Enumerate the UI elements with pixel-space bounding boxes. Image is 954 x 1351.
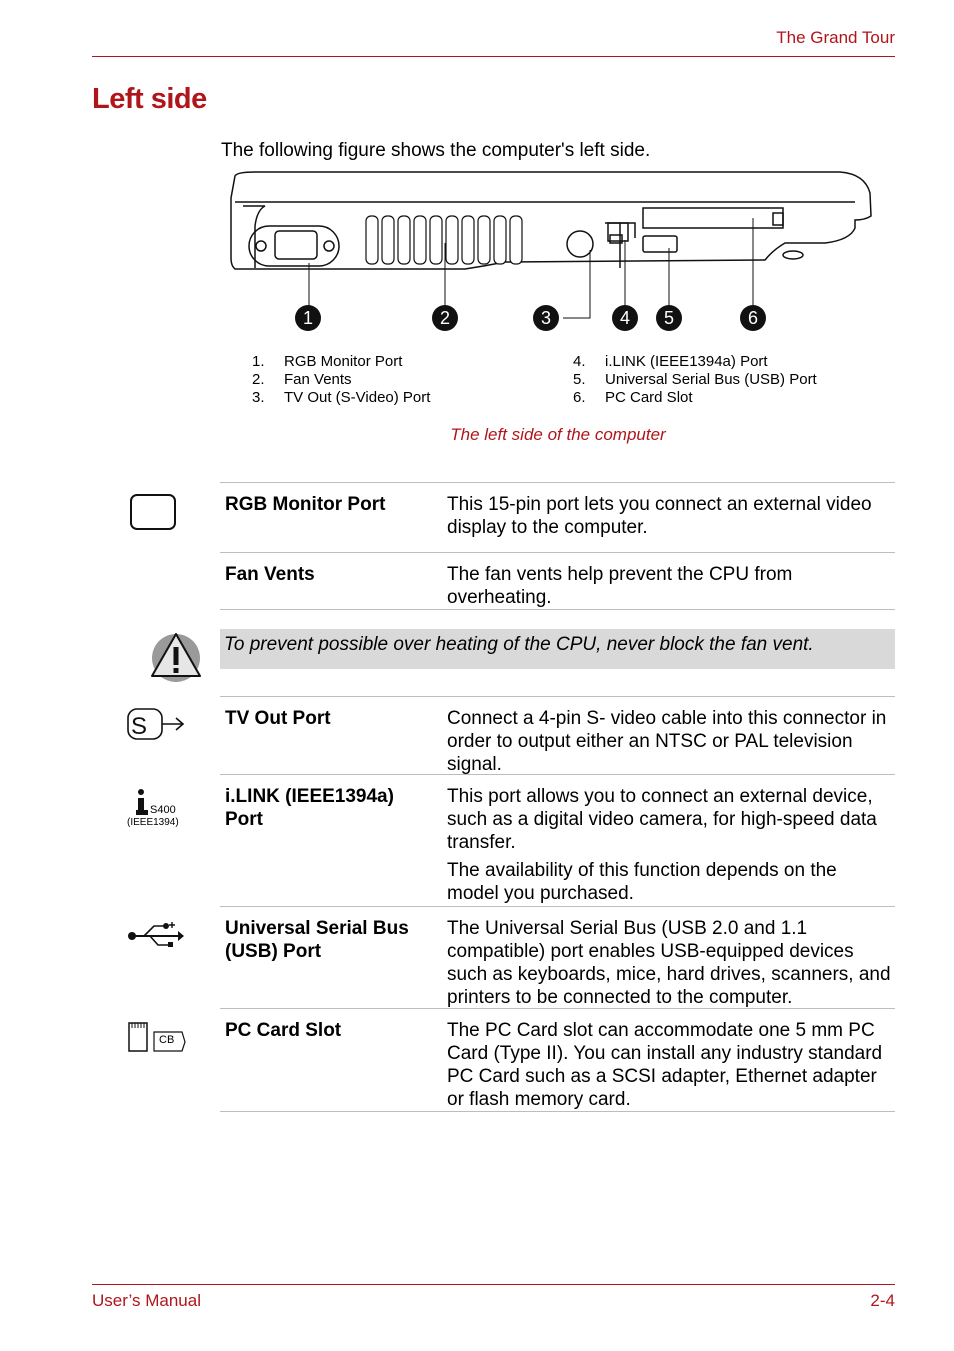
row-description: The Universal Serial Bus (USB 2.0 and 1.1 compatible) port enables USB-equipped devices such as keyboards, mice, hard drives, scanners, and printers to be connected to the computer. [447, 918, 891, 1008]
row-description: This 15-pin port lets you connect an external video display to the computer. [447, 494, 872, 538]
row-description: The fan vents help prevent the CPU from overheating. [447, 564, 793, 608]
figure-caption: The left side of the computer [450, 425, 666, 444]
svg-text:5: 5 [663, 308, 675, 328]
table-row [220, 696, 895, 775]
svg-text:2: 2 [439, 308, 451, 328]
callout-6 [739, 304, 767, 337]
row-term: i.LINK (IEEE1394a) Port [225, 786, 394, 830]
legend-item: 5. Universal Serial Bus (USB) Port [573, 371, 817, 388]
svg-text:1: 1 [302, 308, 314, 328]
intro-text: The following figure shows the computer's left side. [221, 140, 651, 161]
s-video-icon [126, 706, 186, 742]
svg-text:6: 6 [747, 308, 759, 328]
figure-legend-right [573, 353, 817, 407]
svg-text:S: S [131, 713, 148, 740]
table-row [220, 482, 895, 553]
pc-card-slot-icon [126, 1020, 188, 1056]
callout-5 [655, 304, 683, 337]
row-term: RGB Monitor Port [225, 494, 386, 515]
ilink-icon: S400 (IEEE1394) [126, 788, 190, 832]
footer-manual-title: User’s Manual [92, 1291, 201, 1310]
legend-item: 6. PC Card Slot [573, 389, 693, 406]
svg-text:4: 4 [619, 308, 631, 328]
callout-4 [611, 304, 639, 337]
figure-legend-left [252, 353, 430, 407]
legend-item: 3. TV Out (S-Video) Port [252, 389, 431, 406]
legend-item: 1. RGB Monitor Port [252, 353, 403, 370]
monitor-icon [128, 492, 178, 532]
table-row [220, 552, 895, 610]
callout-1 [294, 304, 322, 337]
usb-icon [126, 920, 186, 950]
legend-item: 2. Fan Vents [252, 371, 352, 388]
row-term: Fan Vents [225, 564, 315, 585]
header-rule [92, 56, 895, 57]
running-header: The Grand Tour [776, 28, 895, 47]
svg-text:3: 3 [540, 308, 552, 328]
row-description: The PC Card slot can accommodate one 5 mm PC Card (Type II). You can install any industry standard PC Card such as a SCSI adapter, Ethernet adapter or flash memory card. [447, 1020, 883, 1110]
table-row [220, 1008, 895, 1112]
callout-2 [431, 304, 459, 337]
table-row [220, 774, 895, 907]
warning-note [220, 629, 895, 669]
page-title: Left side [92, 83, 207, 115]
pc-card-icon: CB [126, 1020, 188, 1056]
table-row [220, 906, 895, 1009]
row-term: TV Out Port [225, 708, 331, 729]
row-term: PC Card Slot [225, 1020, 342, 1041]
callout-3 [532, 304, 560, 337]
row-description: This port allows you to connect an external device, such as a digital video camera, for high-speed data transfer. The availability of this function depends on the model you purchased. [447, 786, 877, 904]
legend-item: 4. i.LINK (IEEE1394a) Port [573, 353, 768, 370]
warning-text: To prevent possible over heating of the CPU, never block the fan vent. [224, 634, 814, 655]
row-term: Universal Serial Bus (USB) Port [225, 918, 409, 962]
footer-rule [92, 1284, 895, 1285]
row-description: Connect a 4-pin S- video cable into this connector in order to output either an NTSC or PAL television signal. [447, 708, 887, 775]
page-number: 2-4 [870, 1291, 895, 1310]
warning-icon [148, 628, 204, 682]
